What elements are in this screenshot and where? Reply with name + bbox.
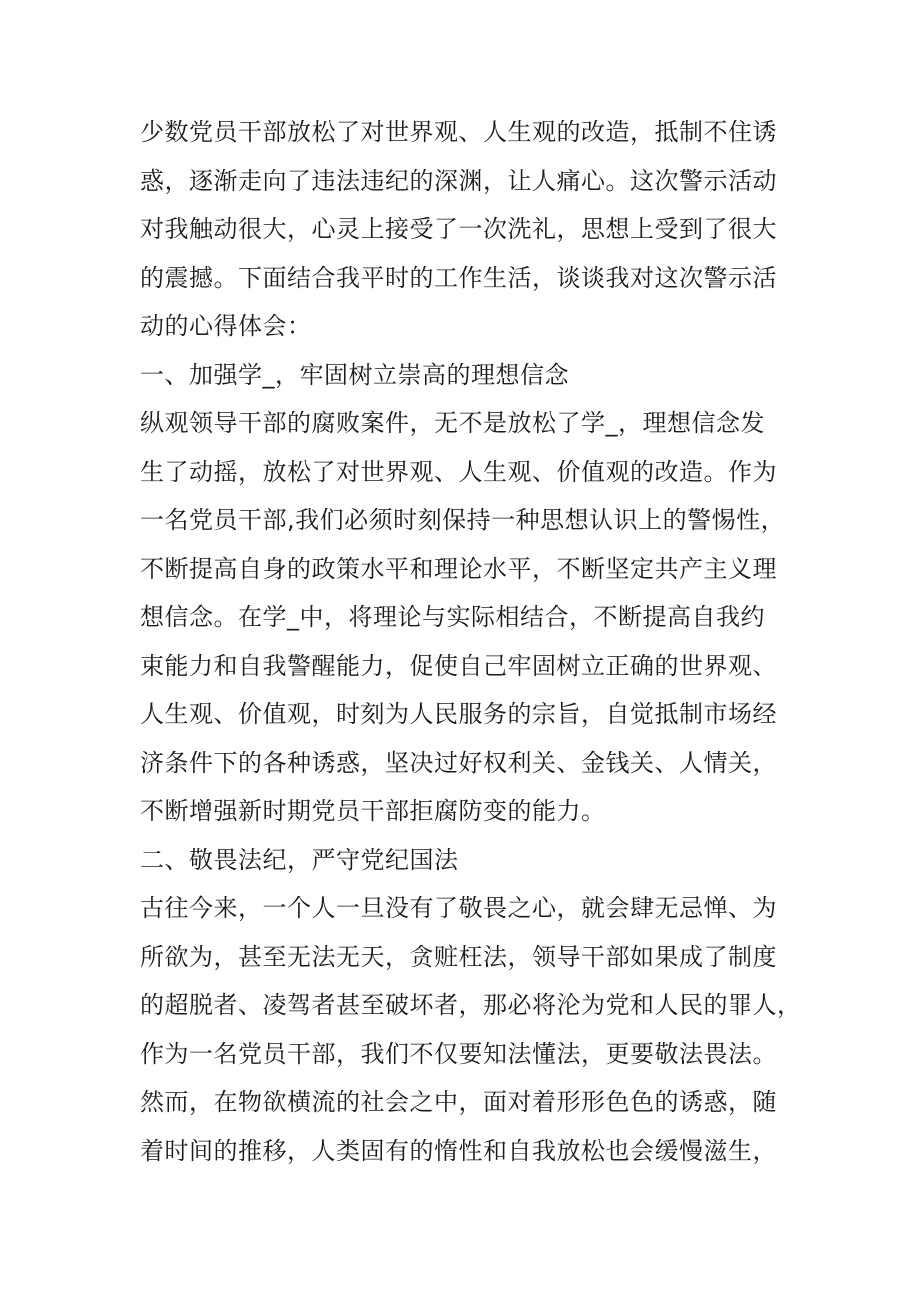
text-line: 对我触动很大，心灵上接受了一次洗礼，思想上受到了很大 bbox=[140, 215, 777, 243]
text-line: 纵观领导干部的腐败案件，无不是放松了学_，理想信念发 bbox=[140, 409, 765, 437]
text-line: 作为一名党员干部，我们不仅要知法懂法，更要敬法畏法。 bbox=[140, 1039, 777, 1068]
text-line: 束能力和自我警醒能力，促使自己牢固树立正确的世界观、 bbox=[140, 651, 777, 680]
text-line: 所欲为，甚至无法无天，贪赃枉法，领导干部如果成了制度 bbox=[140, 942, 777, 971]
section-heading-2: 二、敬畏法纪，严守党纪国法 bbox=[140, 845, 459, 874]
text-line: 不断提高自身的政策水平和理论水平，不断坚定共产主义理 bbox=[140, 554, 777, 583]
section-heading-1: 一、加强学_，牢固树立崇高的理想信念 bbox=[140, 360, 569, 389]
text-line: 一名党员干部,我们必须时刻保持一种思想认识上的警惕性， bbox=[140, 506, 786, 534]
text-line: 人生观、价值观，时刻为人民服务的宗旨，自觉抵制市场经 bbox=[140, 700, 777, 728]
text-line: 着时间的推移，人类固有的惰性和自我放松也会缓慢滋生， bbox=[140, 1136, 777, 1165]
text-line: 的震撼。下面结合我平时的工作生活，谈谈我对这次警示活 bbox=[140, 263, 777, 292]
text-line: 古往今来，一个人一旦没有了敬畏之心，就会肆无忌惮、为 bbox=[140, 894, 777, 922]
text-line: 的超脱者、凌驾者甚至破坏者，那必将沦为党和人民的罪人， bbox=[140, 991, 802, 1019]
text-line: 惑，逐渐走向了违法违纪的深渊，让人痛心。这次警示活动 bbox=[140, 166, 777, 195]
text-line: 少数党员干部放松了对世界观、人生观的改造，抵制不住诱 bbox=[140, 118, 777, 146]
text-line: 不断增强新时期党员干部拒腐防变的能力。 bbox=[140, 797, 606, 825]
text-line: 济条件下的各种诱惑，坚决过好权利关、金钱关、人情关， bbox=[140, 748, 777, 777]
text-line: 然而，在物欲横流的社会之中，面对着形形色色的诱惑，随 bbox=[140, 1088, 777, 1116]
text-line: 动的心得体会： bbox=[140, 312, 312, 340]
text-line: 想信念。在学_中，将理论与实际相结合，不断提高自我约 bbox=[140, 603, 765, 631]
text-line: 生了动摇，放松了对世界观、人生观、价值观的改造。作为 bbox=[140, 457, 777, 486]
document-body bbox=[140, 108, 800, 1175]
